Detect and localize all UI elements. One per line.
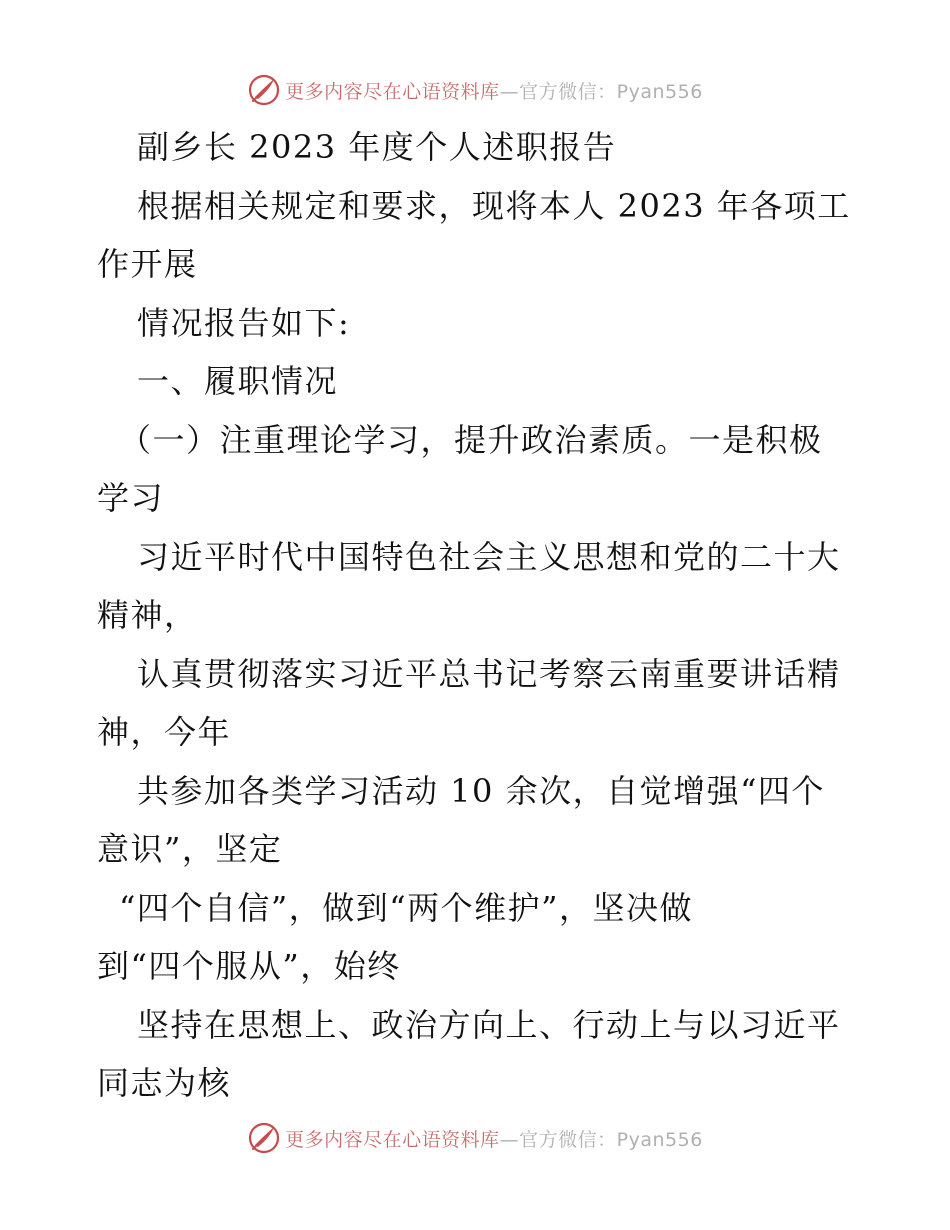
paragraph-line: 精神，	[97, 596, 198, 634]
document-body	[97, 118, 857, 1113]
paragraph-line: 同志为核	[97, 1064, 232, 1102]
watermark-text: 更多内容尽在心语资料库—官方微信：Pyan556	[285, 80, 703, 103]
watermark-text: 更多内容尽在心语资料库—官方微信：Pyan556	[285, 1128, 703, 1151]
watermark-banner-top	[0, 70, 950, 110]
paragraph-line: 根据相关规定和要求，现将本人 2023 年各项工	[137, 186, 851, 225]
watermark-banner-bottom	[0, 1118, 950, 1158]
quill-logo-icon	[247, 1121, 281, 1155]
paragraph-line: “四个自信”，做到“两个维护”，坚决做	[119, 888, 693, 927]
paragraph-line: （一）注重理论学习，提升政治素质。一是积极	[119, 420, 823, 459]
paragraph-line: 作开展	[97, 245, 198, 283]
paragraph-line: 神，今年	[97, 713, 232, 751]
paragraph-line: 情况报告如下:	[137, 303, 351, 342]
paragraph-line: 坚持在思想上、政治方向上、行动上与以习近平	[137, 1005, 841, 1044]
document-title: 副乡长 2023 年度个人述职报告	[137, 128, 617, 166]
quill-logo-icon	[247, 73, 281, 107]
section-heading: 一、履职情况	[137, 362, 339, 400]
paragraph-line: 共参加各类学习活动 10 余次，自觉增强“四个	[137, 771, 825, 810]
paragraph-line: 意识”，坚定	[97, 830, 283, 868]
paragraph-line: 学习	[97, 479, 165, 517]
paragraph-line: 到“四个服从”，始终	[97, 947, 401, 985]
paragraph-line: 习近平时代中国特色社会主义思想和党的二十大	[137, 537, 841, 576]
paragraph-line: 认真贯彻落实习近平总书记考察云南重要讲话精	[137, 654, 841, 693]
